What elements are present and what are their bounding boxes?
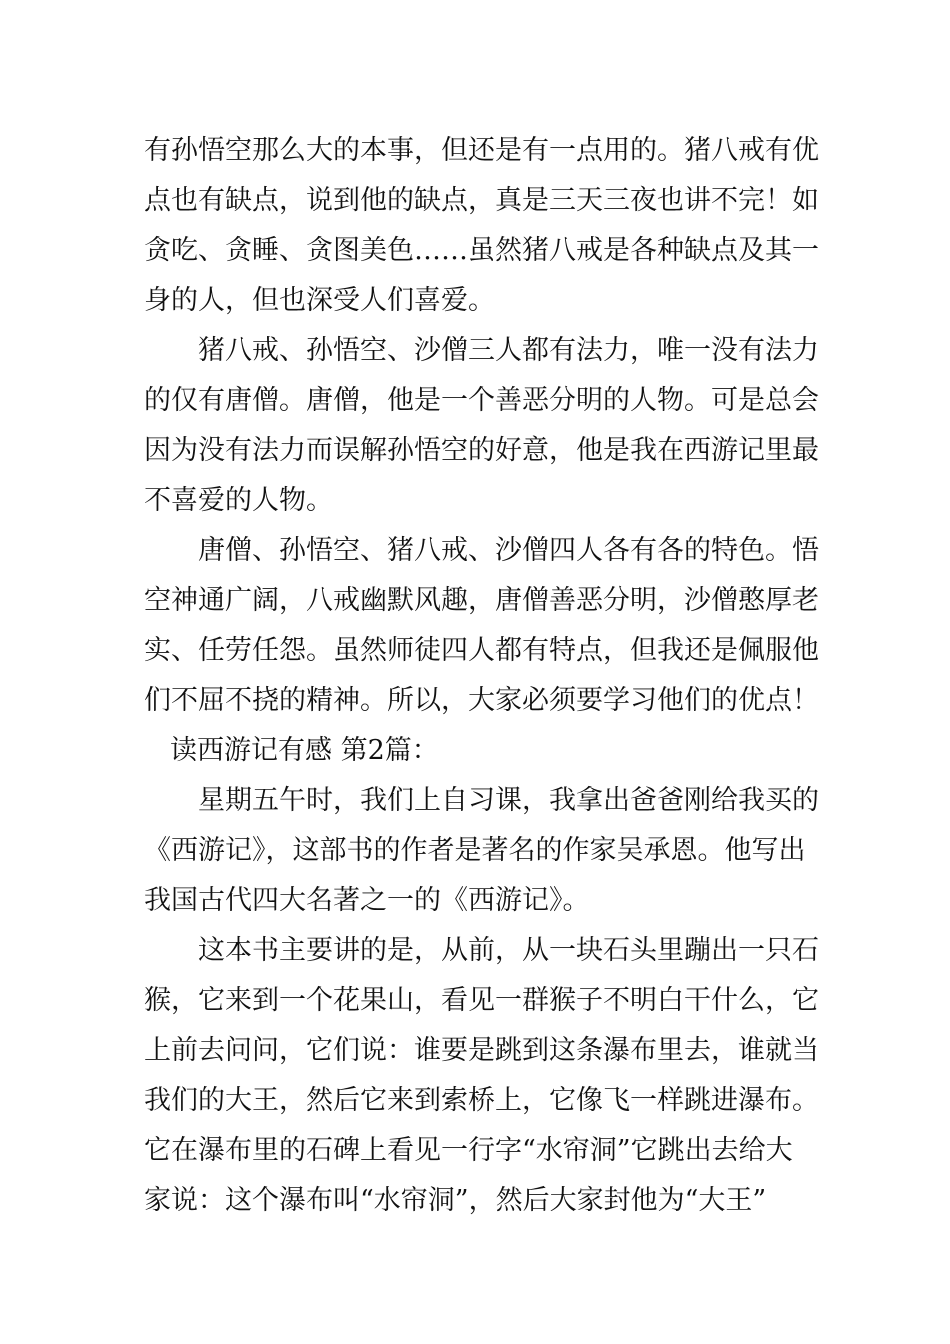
text-line: 上前去问问，它们说：谁要是跳到这条瀑布里去，谁就当	[144, 1035, 819, 1066]
paragraph-first-line: 唐僧、孙悟空、猪八戒、沙僧四人各有各的特色。悟	[198, 535, 819, 566]
text-line: 的仅有唐僧。唐僧，他是一个善恶分明的人物。可是总会	[144, 385, 819, 416]
text-line: 实、任劳任怨。虽然师徒四人都有特点，但我还是佩服他	[144, 635, 819, 666]
text-line: 因为没有法力而误解孙悟空的好意，他是我在西游记里最	[144, 435, 819, 466]
text-line: 我国古代四大名著之一的《西游记》。	[144, 885, 590, 916]
text-line: 点也有缺点，说到他的缺点，真是三天三夜也讲不完！如	[144, 185, 819, 216]
document-body	[144, 126, 819, 1226]
text-line: 们不屈不挠的精神。所以，大家必须要学习他们的优点！	[144, 685, 819, 716]
text-line: 空神通广阔，八戒幽默风趣，唐僧善恶分明，沙僧憨厚老	[144, 585, 819, 616]
text-line: 身的人，但也深受人们喜爱。	[144, 285, 495, 316]
paragraph-first-line: 这本书主要讲的是，从前，从一块石头里蹦出一只石	[198, 935, 819, 966]
text-line: 我们的大王，然后它来到索桥上，它像飞一样跳进瀑布。	[144, 1085, 819, 1116]
text-line: 家说：这个瀑布叫“水帘洞”，然后大家封他为“大王”	[144, 1185, 767, 1216]
text-line: 有孙悟空那么大的本事，但还是有一点用的。猪八戒有优	[144, 135, 819, 166]
paragraph-first-line: 猪八戒、孙悟空、沙僧三人都有法力，唯一没有法力	[198, 335, 819, 366]
section-heading: 读西游记有感 第2篇：	[170, 735, 439, 766]
paragraph-first-line: 星期五午时，我们上自习课，我拿出爸爸刚给我买的	[198, 785, 819, 816]
text-line: 它在瀑布里的石碑上看见一行字“水帘洞”它跳出去给大	[144, 1135, 793, 1166]
text-line: 贪吃、贪睡、贪图美色……虽然猪八戒是各种缺点及其一	[144, 235, 819, 266]
text-line: 《西游记》，这部书的作者是著名的作家吴承恩。他写出	[144, 835, 806, 866]
text-line: 不喜爱的人物。	[144, 485, 333, 516]
text-line: 猴，它来到一个花果山，看见一群猴子不明白干什么，它	[144, 985, 819, 1016]
